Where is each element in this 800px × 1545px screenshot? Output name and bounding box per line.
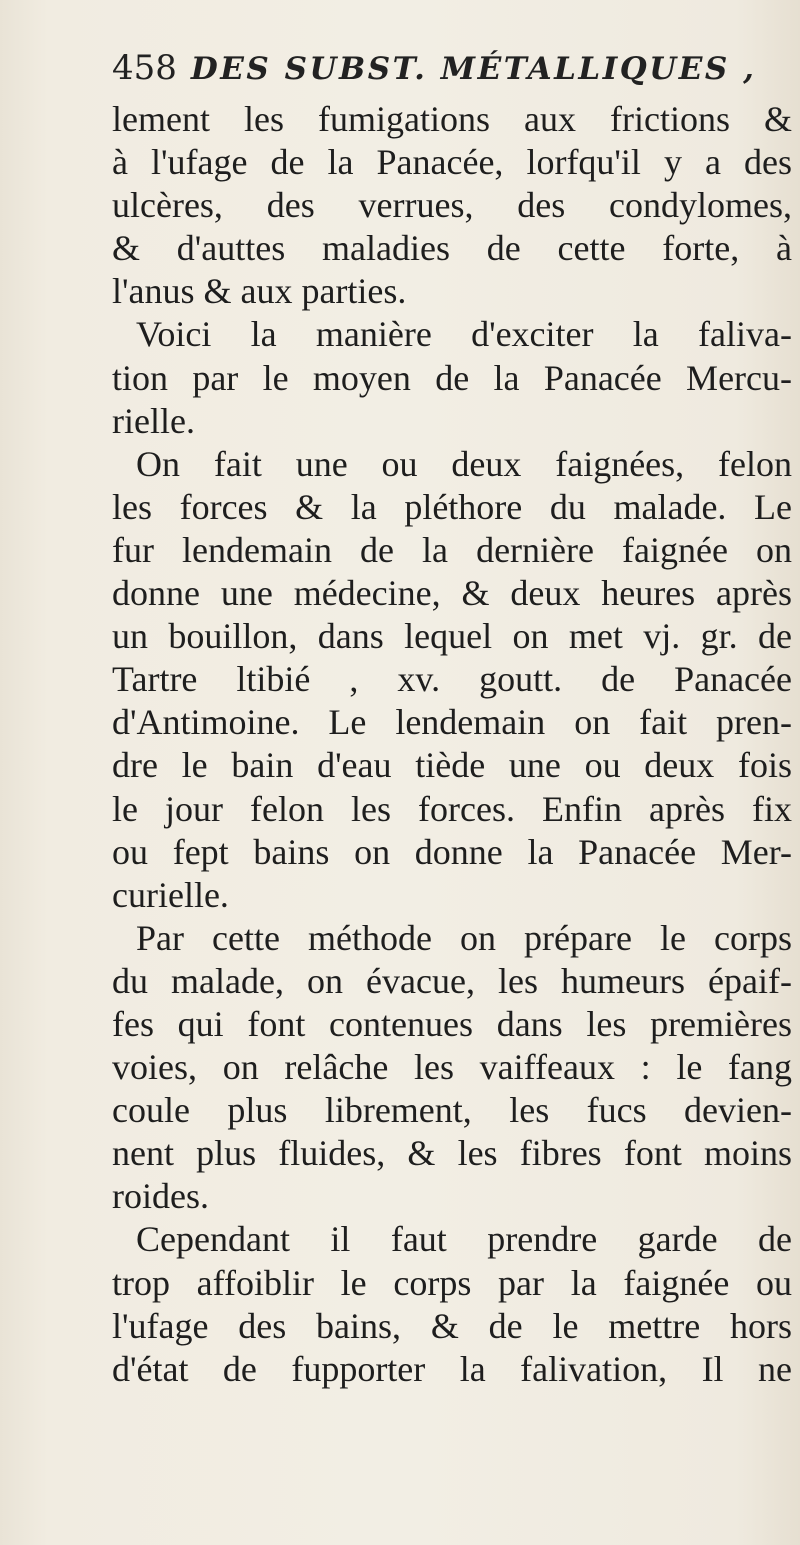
text-line: fur lendemain de la dernière faignée on	[112, 529, 792, 570]
text-line: Cependant il faut prendre garde de	[136, 1219, 792, 1260]
text-line: le jour felon les forces. Enfin après fix	[112, 788, 792, 829]
text-line: les forces & la pléthore du malade. Le	[112, 486, 792, 527]
text-line: d'Antimoine. Le lendemain on fait pren-	[112, 702, 792, 743]
text-line: du malade, on évacue, les humeurs épaif-	[112, 960, 792, 1001]
text-line: & d'auttes maladies de cette forte, à	[112, 228, 792, 269]
page-header	[112, 48, 756, 98]
text-line: ou fept bains on donne la Panacée Mer-	[112, 831, 792, 872]
text-line: voies, on relâche les vaiffeaux : le fang	[112, 1047, 792, 1088]
body-text	[112, 98, 792, 1391]
text-line: curielle.	[112, 874, 229, 915]
text-line: roides.	[112, 1176, 209, 1217]
text-line: Tartre ltibié , xv. goutt. de Panacée	[112, 659, 792, 700]
text-line: On fait une ou deux faignées, felon	[136, 443, 792, 484]
text-line: tion par le moyen de la Panacée Mercu-	[112, 357, 792, 398]
text-line: Par cette méthode on prépare le corps	[136, 917, 792, 958]
text-line: fes qui font contenues dans les premières	[112, 1003, 792, 1044]
text-line: Voici la manière d'exciter la faliva-	[136, 314, 792, 355]
text-line: coule plus librement, les fucs devien-	[112, 1090, 792, 1131]
text-line: un bouillon, dans lequel on met vj. gr. de	[112, 616, 792, 657]
text-line: dre le bain d'eau tiède une ou deux fois	[112, 745, 792, 786]
text-line: donne une médecine, & deux heures après	[112, 573, 792, 614]
text-line: rielle.	[112, 400, 195, 441]
text-line: trop affoiblir le corps par la faignée ou	[112, 1262, 792, 1303]
page-number: 458	[112, 48, 177, 88]
text-line: d'état de fupporter la falivation, Il ne	[112, 1348, 792, 1389]
text-line: nent plus fluides, & les fibres font moins	[112, 1133, 792, 1174]
text-line: lement les fumigations aux frictions &	[112, 99, 792, 139]
text-line: ulcères, des verrues, des condylomes,	[112, 185, 792, 226]
text-line: à l'ufage de la Panacée, lorfqu'il y a des	[112, 142, 792, 183]
text-line: l'ufage des bains, & de le mettre hors	[112, 1305, 792, 1346]
running-head: DES SUBST. MÉTALLIQUES ,	[190, 51, 757, 87]
text-line: l'anus & aux parties.	[112, 271, 407, 312]
